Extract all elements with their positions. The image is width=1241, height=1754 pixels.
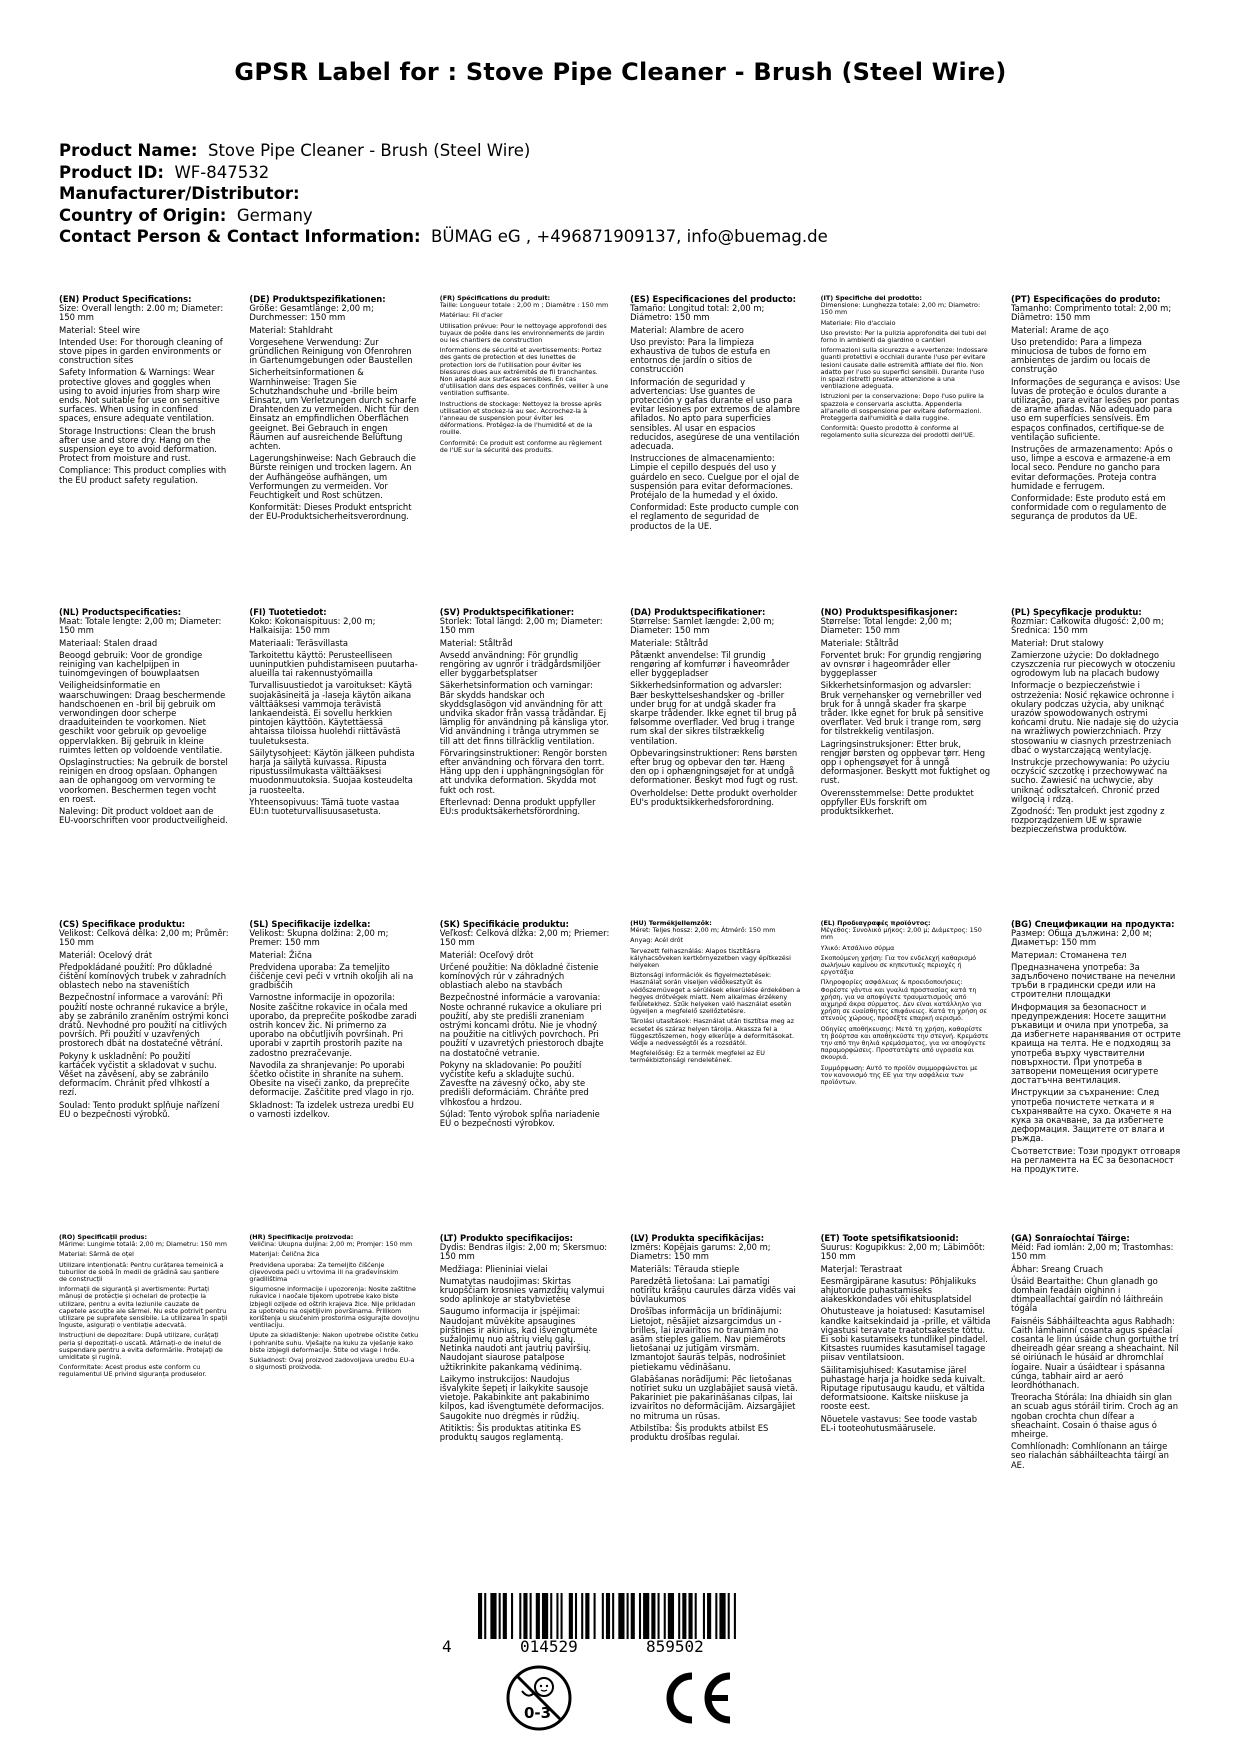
spec-paragraph: Medžiaga: Plieniniai vielai <box>439 1263 548 1274</box>
spec-paragraph: Drošības informācija un brīdinājumi: Lietojot, nēsājiet aizsargcimdus un -brilles, lai izvairītos no traumām no asām stieples galiem. Nav piemērots lietošanai uz jutīgām virsmām. Izmantojot šaurās telpās, nodrošiniet pietiekamu vēdināšanu. <box>630 1306 786 1372</box>
barcode-bar <box>612 1593 614 1639</box>
product-name-line <box>59 140 828 162</box>
spec-paragraph: Předpokládané použití: Pro důkladné čištění komínových trubek v zahradních oblastech nebo na staveništích <box>59 961 227 991</box>
spec-paragraph: Размер: Обща дължина: 2,00 м; Диаметър: 150 mm <box>1010 928 1152 948</box>
spec-block <box>59 295 229 545</box>
spec-paragraph: Informações de segurança e avisos: Use luvas de proteção e óculos durante a utilização, para evitar lesões por pontas de arame afiadas. Não adequado para uso em superfícies sensíveis. Em espaços confinados, certifique-se de ventilação suficiente. <box>1010 376 1181 442</box>
spec-paragraph: Predviđena uporaba: Za temeljito čišćenje cijevovoda peći u vrtovima ili na građevinskim gradilištima <box>249 1260 399 1284</box>
barcode-digits-right: 859502 <box>646 1637 704 1656</box>
spec-paragraph: Informacje o bezpieczeństwie i ostrzeżenia: Nosić rękawice ochronne i okulary podczas użycia, aby uniknąć urazów spowodowanych ostrymi końcami drutu. Nie nadaje się do użycia na wrażliwych powierzchniach. Przy stosowaniu w ciasnych przestrzeniach dbać o wystarczającą wentylację. <box>1010 680 1179 755</box>
spec-paragraph: Tárolási utasítások: Használat után tisztítsa meg az ecsetet és száraz helyen tárolja. Akassza fel a függesztőszemen, hogy elkerülje a deformitásokat. Védje a nedvességtől és a rozsdától. <box>630 1017 794 1048</box>
spec-paragraph: Utilisation prévue: Pour le nettoyage approfondi des tuyaux de poêle dans les environnements de jardin ou les chantiers de construction <box>439 321 607 345</box>
barcode-bar <box>503 1593 507 1639</box>
spec-paragraph: Eesmärgipärane kasutus: Põhjalikuks ahjutorude puhastamiseks aiakeskkondades või ehitusplatsidel <box>820 1275 977 1305</box>
spec-block <box>630 1234 800 1574</box>
spec-paragraph: Laikymo instrukcijos: Naudojus išvalykite šepetį ir laikykite sausoje vietoje. Pakabinkite ant pakabinimo kilpos, kad išvengtumėte deformacijos. Saugokite nuo drėgmės ir rūdžių. <box>439 1373 605 1421</box>
spec-heading: (NO) Produktspesifikasjoner: <box>820 608 958 617</box>
spec-paragraph: Utilizare intenționată: Pentru curățarea temeinică a tuburilor de sobă în medii de grădină sau șantiere de construcții <box>59 1260 224 1284</box>
spec-paragraph: Suurus: Kogupikkus: 2,00 m; Läbimõõt: 150 mm <box>820 1242 986 1262</box>
spec-paragraph: Uso previsto: Per la pulizia approfondita dei tubi del forno in ambienti da giardino o cantieri <box>820 328 987 345</box>
barcode-bars <box>478 1593 738 1639</box>
spec-paragraph: Conformidade: Este produto está em conformidade com o regulamento de segurança de produtos da UE. <box>1010 493 1167 522</box>
spec-paragraph: Instruções de armazenamento: Após o uso, limpe a escova e armazene-a em local seco. Pendure no gancho para evitar deformações. Proteja contra humidade e ferrugem. <box>1010 444 1173 491</box>
country-line <box>59 205 828 227</box>
product-id-line <box>59 162 828 184</box>
spec-paragraph: Materiał: Drut stalowy <box>1010 637 1104 648</box>
spec-paragraph: Navodila za shranjevanje: Po uporabi ščetko očistite in shranite na suhem. Obesite na viseči zanko, da preprečite deformacije. Zaščitite pred vlago in rjo. <box>249 1059 415 1098</box>
spec-paragraph: Material: Ståltråd <box>439 637 513 648</box>
barcode-bar <box>618 1593 624 1639</box>
spec-paragraph: Materiale: Filo d'acciaio <box>820 318 896 327</box>
barcode-bar <box>530 1593 532 1639</box>
manufacturer-label: Manufacturer/Distributor: <box>59 184 300 203</box>
spec-block <box>1011 295 1181 545</box>
spec-paragraph: Μέγεθος: Συνολικό μήκος: 2,00 μ; Διάμετρος: 150 mm <box>820 926 982 942</box>
spec-paragraph: Съответствие: Този продукт отговаря на регламента на ЕС за безопасност на продуктите. <box>1010 1145 1181 1175</box>
spec-paragraph: Säkerhetsinformation och varningar: Bär skydds handskar och skyddsglasögon vid användning för att undvika skador från vassa trådändar. Ej lämplig för användning på känsliga ytor. Vid användning i trånga utrymmen se till att det finns tillräcklig ventilation. <box>439 680 609 746</box>
spec-paragraph: Größe: Gesamtlänge: 2,00 m; Durchmesser: 150 mm <box>249 303 374 323</box>
barcode-bar <box>550 1593 552 1639</box>
barcode-bar <box>542 1593 548 1639</box>
spec-paragraph: Predvidena uporaba: Za temeljito čiščenje cevi peči v vrtnih okoljih ali na gradbiščih <box>249 961 414 991</box>
barcode-bar <box>643 1593 649 1639</box>
spec-block <box>249 920 419 1220</box>
spec-paragraph: Οδηγίες αποθήκευσης: Μετά τη χρήση, καθαρίστε τη βούρτσα και αποθηκεύστε την στεγνή. Κρεμάστε την από την θηλιά κρεμάσματος, για να αποφύγετε παραμορφώσεις. Προστατέψτε από υγρασία και σκουριά. <box>820 1024 989 1062</box>
spec-heading: (SL) Specifikacije izdelka: <box>249 920 371 929</box>
spec-heading: (SK) Špecifikácie produktu: <box>439 920 569 929</box>
spec-heading: (HR) Specifikacije proizvoda: <box>249 1234 354 1241</box>
spec-paragraph: Úsáid Beartaithe: Chun glanadh go domhain feadáin oighinn i dtimpeallachtaí gairdín nó láithreáin tógála <box>1010 1275 1164 1314</box>
spec-paragraph: Tervezett felhasználás: Alapos tisztításra kályhacsöveken kertkörnyezetben vagy építkezési helyeken <box>630 946 791 970</box>
spec-paragraph: Informazioni sulla sicurezza e avvertenze: Indossare guanti protettivi e occhiali durante l'uso per evitare lesioni causate dalle estremità affilate del filo. Non adatto per l'uso su superfici sensibili. Durante l'uso in spazi ristretti prestare attenzione a una ventilazione adeguata. <box>820 346 988 391</box>
spec-paragraph: Izmērs: Kopējais garums: 2,00 m; Diametrs: 150 mm <box>630 1242 771 1262</box>
spec-paragraph: Naleving: Dit product voldoet aan de EU-voorschriften voor productveiligheid. <box>59 806 228 826</box>
barcode-bar <box>695 1593 697 1639</box>
spec-heading: (RO) Specificații produs: <box>59 1234 148 1241</box>
spec-paragraph: Σκοπούμενη χρήση: Για τον ενδελεχή καθαρισμό σωλήνων καμίνου σε κηπευτικές περιοχές ή εργοτάξια <box>820 953 977 977</box>
spec-heading: (CS) Specifikace produktu: <box>59 920 186 929</box>
product-name-value: Stove Pipe Cleaner - Brush (Steel Wire) <box>207 141 531 160</box>
spec-paragraph: Beoogd gebruik: Voor de grondige reiniging van kachelpijpen in tuinomgevingen of bouwplaatsen <box>59 649 203 679</box>
spec-paragraph: Súlad: Tento výrobok spĺňa nariadenie EÚ o bezpečnosti výrobkov. <box>439 1108 600 1129</box>
barcode-bar <box>639 1593 641 1639</box>
barcode-bar <box>602 1593 604 1639</box>
spec-paragraph: Materiál: Ocelový drát <box>59 949 153 960</box>
barcode-bar <box>581 1593 583 1639</box>
barcode-bar <box>484 1593 486 1639</box>
spec-paragraph: Anyag: Acél drót <box>630 936 684 945</box>
spec-paragraph: Säilitamisjuhised: Kasutamise järel puhastage harja ja hoidke seda kuivalt. Riputage riputusaugu kaudu, et vältida deformatsioone. Kaitske niiskuse ja rooste eest. <box>820 1364 986 1412</box>
spec-heading: (LT) Produkto specifikacijos: <box>439 1234 573 1243</box>
spec-paragraph: Size: Overall length: 2.00 m; Diameter: 150 mm <box>59 303 224 323</box>
spec-heading: (DA) Produktspecifikationer: <box>630 608 766 617</box>
barcode-bar <box>499 1593 501 1639</box>
product-name-label: Product Name: <box>59 141 198 160</box>
spec-block <box>630 295 800 545</box>
spec-paragraph: Информация за безопасност и предупреждения: Носете защитни ръкавици и очила при употреба, за да избегнете наранявания от острите краища на телта. Не е подходящ за употреба върху чувствителни повърхности. При употреба в затворени помещения осигурете достатъчна вентилация. <box>1010 1001 1181 1086</box>
spec-paragraph: Størrelse: Total lengde: 2,00 m; Diameter: 150 mm <box>820 616 952 636</box>
barcode-bar <box>511 1593 513 1639</box>
svg-text:0-3: 0-3 <box>524 1704 552 1722</box>
spec-paragraph: Konformität: Dieses Produkt entspricht der EU-Produktsicherheitsverordnung. <box>249 502 412 522</box>
barcode-bar <box>715 1593 717 1639</box>
spec-paragraph: Méid: Fad iomlán: 2,00 m; Trastomhas: 150 mm <box>1010 1242 1174 1262</box>
spec-paragraph: Atitiktis: Šis produktas atitinka ES produktų saugos reglamentą. <box>439 1422 581 1443</box>
spec-heading: (SV) Produktspecifikationer: <box>439 608 575 617</box>
spec-heading: (DE) Produktspezifikationen: <box>249 295 386 304</box>
barcode-bar <box>569 1593 573 1639</box>
barcode-bar <box>664 1593 666 1639</box>
spec-block <box>821 1234 991 1574</box>
barcode-bar <box>631 1593 635 1639</box>
contact-label: Contact Person & Contact Information: <box>59 227 421 246</box>
spec-paragraph: Dydis: Bendras ilgis: 2,00 m; Skersmuo: 150 mm <box>439 1242 608 1262</box>
barcode-bar <box>519 1593 521 1639</box>
spec-paragraph: Paredzētā lietošana: Lai pamatīgi notīrītu krāšņu caurules dārza vidēs vai būvlaukumos <box>630 1275 796 1305</box>
spec-paragraph: Informații de siguranță și avertismente: Purtați mănuși de protecție și ochelari de protecție la utilizare, pentru a evita leziunile cauzate de capetele ascuțite ale sârmei. Nu este potrivit pentru utilizare pe suprafețe sensibile. La utilizarea în spații înguste, asigurați o ventilație adecvată. <box>59 1285 228 1330</box>
spec-heading: (LV) Produkta specifikācijas: <box>630 1234 765 1243</box>
spec-paragraph: Förvaringsinstruktioner: Rengör borsten efter användning och förvara den torrt. Häng upp den i upphängningsöglan för att undvika deformation. Skydda mot fukt och rost. <box>439 747 608 795</box>
spec-row-1 <box>59 295 1181 545</box>
spec-heading: (PL) Specyfikacje produktu: <box>1010 608 1142 617</box>
spec-paragraph: Numatytas naudojimas: Skirtas kruopščiam krosnies vamzdžių valymui sodo aplinkoje ar statybvietėse <box>439 1275 605 1305</box>
spec-heading: (IT) Specifiche del prodotto: <box>820 295 922 302</box>
spec-paragraph: Ábhar: Sreang Cruach <box>1010 1263 1104 1274</box>
spec-paragraph: Инструкции за съхранение: След употреба почистете четката и я съхранявайте на сухо. Окачете я на кука за окачване, за да избегнете деформация. Защитете от влага и ръжда. <box>1010 1087 1172 1144</box>
spec-paragraph: Zamierzone użycie: Do dokładnego czyszczenia rur piecowych w otoczeniu ogrodowym lub na placach budowy <box>1010 649 1176 679</box>
spec-paragraph: Compliance: This product complies with the EU product safety regulation. <box>59 465 227 485</box>
spec-paragraph: Material: Sârmă de oțel <box>59 1250 134 1259</box>
spec-paragraph: Conformité: Ce produit est conforme au règlement de l'UE sur la sécurité des produits. <box>439 438 602 454</box>
spec-paragraph: Mărime: Lungime totală: 2,00 m; Diametru: 150 mm <box>59 1240 227 1249</box>
spec-block <box>440 1234 610 1574</box>
barcode-bar <box>719 1593 725 1639</box>
spec-paragraph: Velikost: Skupna dolžina: 2,00 m; Premer: 150 mm <box>249 928 389 948</box>
spec-paragraph: Conformità: Questo prodotto è conforme al regolamento sulla sicurezza dei prodotti dell'UE. <box>820 424 975 440</box>
spec-paragraph: Lagringsinstruksjoner: Etter bruk, rengjør børsten og oppbevar tørr. Heng opp i ophengsøyet for å unngå deformasjoner. Beskytt mot fuktighet og rust. <box>820 738 991 786</box>
spec-paragraph: Comhlíonadh: Comhlíonann an táirge seo rialachán sábháilteachta táirgí an AE. <box>1010 1441 1169 1470</box>
spec-paragraph: Предназначена употреба: За задълбочено почистване на печелни тръби в градински среди или на строителни площадки <box>1010 961 1176 1000</box>
spec-paragraph: Varnostne informacije in opozorila: Nosite zaščitne rokavice in očala med uporabo, da preprečite poškodbe zaradi ostrih koncev žic. Ni primerno za uporabo na občutljivih površinah. Pri uporabi v zaprtih prostorih pazite na zadostno prezračevanje. <box>249 992 417 1058</box>
barcode-bar <box>703 1593 705 1639</box>
barcode-bar <box>606 1593 610 1639</box>
barcode-bar <box>561 1593 563 1639</box>
barcode-bar <box>594 1593 596 1639</box>
spec-heading: (GA) Sonraíochtaí Táirge: <box>1010 1234 1130 1243</box>
spec-block <box>440 920 610 1220</box>
contact-line <box>59 226 828 248</box>
spec-paragraph: Overensstemmelse: Dette produktet oppfyller EUs forskrift om produktsikkerhet. <box>820 787 974 817</box>
product-id-value: WF-847532 <box>174 162 270 182</box>
spec-paragraph: Storlek: Total längd: 2,00 m; Diameter: 150 mm <box>439 616 603 636</box>
spec-paragraph: Dimensione: Lunghezza totale: 2,00 m; Diametro: 150 mm <box>820 301 981 317</box>
spec-block <box>249 295 419 545</box>
spec-paragraph: Material: Stahldraht <box>249 324 333 335</box>
spec-block <box>630 920 800 1220</box>
spec-heading: (EN) Product Specifications: <box>59 295 192 304</box>
barcode-bar <box>728 1593 730 1639</box>
spec-paragraph: Υλικό: Ατσάλινο σύρμα <box>820 943 895 952</box>
product-id-label: Product ID: <box>59 162 164 182</box>
spec-paragraph: Instrucțiuni de depozitare: După utilizare, curățați peria și depozitați-o uscată. Atârnați-o de inelul de suspendare pentru a evita deformările. Protejați de umiditate și rugină. <box>59 1331 223 1362</box>
spec-paragraph: Maat: Totale lengte: 2,00 m; Diameter: 150 mm <box>59 616 222 636</box>
spec-heading: (ET) Toote spetsifikatsioonid: <box>820 1234 959 1243</box>
spec-paragraph: Sikkerhetsinformasjon og advarsler: Bruk vernehansker og vernebriller ved bruk for å unngå skader fra skarpe tråder. Ikke egnet for bruk på sensitive overflater. Ved bruk i trange rom, sørg for tilstrekkelig ventilasjon. <box>820 680 984 737</box>
spec-block <box>821 608 991 898</box>
spec-paragraph: Størrelse: Samlet længde: 2,00 m; Diameter: 150 mm <box>630 616 775 636</box>
spec-paragraph: Istruzioni per la conservazione: Dopo l'uso pulire la spazzola e conservarla asciutta. Appenderla all'anello di sospensione per evitare deformazioni. Proteggerla dall'umidità e dalla ruggine. <box>820 392 984 423</box>
spec-paragraph: Conformidad: Este producto cumple con el reglamento de seguridad de productos de la UE. <box>630 502 799 531</box>
spec-paragraph: Material: Žična <box>249 949 313 960</box>
spec-paragraph: Skladnost: Ta izdelek ustreza uredbi EU o varnosti izdelkov. <box>249 1099 414 1119</box>
spec-paragraph: Lagerungshinweise: Nach Gebrauch die Bürste reinigen und trocken lagern. An der Aufhängeöse aufhängen, um Verformungen zu vermeiden. Vor Feuchtigkeit und Rost schützen. <box>249 453 416 501</box>
spec-block <box>59 608 229 898</box>
spec-paragraph: Materiaali: Teräsvillasta <box>249 637 348 648</box>
spec-paragraph: Uso previsto: Para la limpieza exhaustiva de tubos de estufa en entornos de jardín o sitios de construcción <box>630 336 771 375</box>
spec-paragraph: Koko: Kokonaispituus: 2,00 m; Halkaisija: 150 mm <box>249 616 376 636</box>
spec-paragraph: Veličina: Ukupna duljina: 2,00 m; Promjer: 150 mm <box>249 1240 413 1249</box>
spec-paragraph: Materiaal: Stalen draad <box>59 637 158 648</box>
barcode-bar <box>523 1593 527 1639</box>
spec-row-4 <box>59 1234 1181 1574</box>
spec-paragraph: Información de seguridad y advertencias: Use guantes de protección y gafas durante el uso para evitar lesiones por extremos de alambre afilados. No apto para superficies sensibles. Al usar en espacios reducidos, asegúrese de una ventilación adecuada. <box>630 376 801 452</box>
spec-paragraph: Treoracha Stórála: Ina dhiaidh sin glan an scuab agus stóráil tirim. Croch ag an ngoban crochta chun dífear a sheachaint. Cosain ó thaise agus ó mheirge. <box>1010 1392 1179 1440</box>
spec-paragraph: Informations de sécurité et avertissements: Portez des gants de protection et des lunettes de protection lors de l'utilisation pour éviter les blessures dues aux extrémités de fil tranchantes. Non adapté aux surfaces sensibles. En cas d'utilisation dans des espaces confinés, veiller à une ventilation suffisante. <box>439 346 609 398</box>
manufacturer-line <box>59 183 828 205</box>
spec-paragraph: Sicherheitsinformationen & Warnhinweise: Tragen Sie Schutzhandschuhe und -brille beim Einsatz, um Verletzungen durch scharfe Drahtenden zu vermeiden. Nicht für den Einsatz an empfindlichen Oberflächen geeignet. Bei Gebrauch in engen Räumen auf ausreichende Belüftung achten. <box>249 367 420 452</box>
spec-paragraph: Material: Alambre de acero <box>630 324 744 335</box>
spec-paragraph: Materiál: Oceľový drôt <box>439 949 534 960</box>
spec-paragraph: Säilytysohjeet: Käytön jälkeen puhdista harja ja säilytä kuivassa. Ripusta ripustussilmukasta välttääksesi muodonmuutoksia. Suojaa kosteudelta ja ruosteelta. <box>249 747 415 795</box>
spec-paragraph: Pokyny k uskladnění: Po použití kartáček vyčistit a skladovat v suchu. Věšet na závěsení, aby se zabránilo deformacím. Chránit před vlhkostí a rezí. <box>59 1050 217 1098</box>
spec-row-2 <box>59 608 1181 898</box>
spec-paragraph: Påtænkt anvendelse: Til grundig rengøring af komfurrør i haveområder eller byggepladser <box>630 649 790 679</box>
spec-heading: (PT) Especificações do produto: <box>1010 295 1161 304</box>
spec-block <box>249 608 419 898</box>
spec-paragraph: Tarkoitettu käyttö: Perusteelliseen uuninputkien puhdistamiseen puutarha-alueilla tai rakennustyömailla <box>249 649 418 679</box>
spec-paragraph: Material: Arame de aço <box>1010 324 1109 335</box>
barcode-bar <box>575 1593 577 1639</box>
spec-block <box>821 920 991 1220</box>
spec-paragraph: Megfelelőség: Ez a termék megfelel az EU termékbiztonsági rendeletének. <box>630 1049 765 1065</box>
spec-paragraph: Materiale: Ståltråd <box>820 637 899 648</box>
spec-paragraph: Veiligheidsinformatie en waarschuwingen: Draag beschermende handschoenen en -bril bij gebruik om verwondingen door scherpe draaduiteinden te voorkomen. Niet geschikt voor gebruik op gevoelige oppervlakken. Bij gebruik in kleine ruimtes letten op voldoende ventilatie. <box>59 680 226 755</box>
spec-block <box>630 608 800 898</box>
barcode-bar <box>678 1593 680 1639</box>
spec-heading: (NL) Productspecificaties: <box>59 608 182 617</box>
spec-paragraph: Forventet bruk: For grundig rengjøring av ovnsrør i hageområder eller byggeplasser <box>820 649 982 679</box>
spec-paragraph: Ohutusteave ja hoiatused: Kasutamisel kandke kaitsekindaid ja -prille, et vältida vigastusi teravate traatotsakeste tõttu. Ei sobi kasutamiseks tundlikel pindadel. Kitsastes ruumides kasutamisel tagage piisav ventilatsioon. <box>820 1306 991 1363</box>
barcode-bar <box>668 1593 674 1639</box>
barcode-bar <box>536 1593 540 1639</box>
spec-paragraph: Tamaño: Longitud total: 2,00 m; Diámetro: 150 mm <box>630 303 765 323</box>
spec-heading: (ES) Especificaciones del producto: <box>630 295 797 304</box>
spec-heading: (BG) Спецификации на продукта: <box>1010 920 1175 929</box>
spec-paragraph: Upute za skladištenje: Nakon upotrebe očistite četku i pohranite suhu. Vješajte na kuku za vješanje kako biste izbjegli deformacije. Štite od vlage i hrđe. <box>249 1331 419 1354</box>
spec-block <box>59 1234 229 1574</box>
spec-paragraph: Určené použitie: Na dôkladné čistenie komínových rúr v záhradných oblastiach alebo na stavbách <box>439 961 599 991</box>
spec-heading: (EL) Προδιαγραφές προϊόντος: <box>820 920 931 927</box>
spec-paragraph: Sikkerhedsinformation og advarsler: Bær beskyttelseshandsker og -briller under brug for at undgå skader fra skarpe trådender. Ikke egnet til brug på følsomme overflader. Ved brug i trange rum skal der sikres tilstrækkelig ventilation. <box>630 680 797 746</box>
barcode-bar <box>627 1593 629 1639</box>
barcode <box>438 1593 738 1655</box>
spec-paragraph: Material: Steel wire <box>59 324 140 335</box>
barcode-bar <box>707 1593 711 1639</box>
contact-value: BÜMAG eG , +496871909137, info@buemag.de <box>431 227 828 246</box>
spec-paragraph: Conformitate: Acest produs este conform cu regulamentul UE privind siguranța produselor. <box>59 1363 207 1379</box>
spec-block <box>1011 608 1181 898</box>
spec-paragraph: Intended Use: For thorough cleaning of stove pipes in garden environments or construction sites <box>59 336 223 366</box>
spec-paragraph: Materiāls: Tērauda stieple <box>630 1263 740 1274</box>
spec-block <box>821 295 991 545</box>
spec-paragraph: Biztonsági információk és figyelmeztetések: Használat során viseljen védőkesztyűt és védőszemüveget a sérülések elkerülése érdekében a hegyes drótvégek miatt. Nem alkalmas érzékeny felületekhez. Szűk helyeken való használat esetén ügyeljen a megfelelő szellőztetésre. <box>630 971 801 1016</box>
barcode-bar <box>478 1593 482 1639</box>
barcode-bar <box>556 1593 558 1639</box>
barcode-bar <box>651 1593 655 1639</box>
not-for-children-0-3-icon <box>504 1663 574 1737</box>
spec-paragraph: Rozmiar: Całkowita długość: 2,00 m; Średnica: 150 mm <box>1010 616 1164 636</box>
barcode-digit-left: 4 <box>442 1637 452 1656</box>
spec-paragraph: Πληροφορίες ασφάλειας & προειδοποιήσεις: Φορέστε γάντια και γυαλιά προστασίας κατά τη χρήση, για να αποφύγετε τραυματισμούς από αιχμηρά άκρα σύρματος. Δεν είναι κατάλληλο για χρήση σε ευαίσθητες επιφάνειες. Κατά τη χρήση σε στενούς χώρους, προσέξτε επαρκή αερισμό. <box>820 978 987 1023</box>
spec-paragraph: Avsedd användning: För grundlig rengöring av ugnrör i trädgårdsmiljöer eller byggarbetsplatser <box>439 649 601 679</box>
spec-paragraph: Pokyny na skladovanie: Po použití vyčistite kefu a skladujte suchú. Zavesťte na závesný očko, aby ste predišli deformáciám. Chráňte pred vlhkosťou a hrdzou. <box>439 1059 589 1107</box>
spec-paragraph: Tamanho: Comprimento total: 2,00 m; Diâmetro: 150 mm <box>1010 303 1172 323</box>
spec-paragraph: Faisnéis Sábháilteachta agus Rabhadh: Caith lámhainní cosanta agus spéaclaí cosanta le linn úsáide chun gortuithe trí dheireadh géar sreang a sheachaint. Níl sé oiriúnach le húsáid ar dhromchlaí íogaire. Nuair a úsáidtear i spásanna cúnga, tabhair aird ar aeró leordhóthanach. <box>1010 1315 1179 1391</box>
spec-heading: (HU) Termékjellemzők: <box>630 920 712 927</box>
spec-paragraph: Materijal: Čelična žica <box>249 1250 320 1259</box>
spec-paragraph: Velikost: Celková délka: 2,00 m; Průměr: 150 mm <box>59 928 229 948</box>
page-title: GPSR Label for : Stove Pipe Cleaner - Brush (Steel Wire) <box>234 58 1007 86</box>
spec-paragraph: Atbilstība: Šis produkts atbilst ES produktu drošības regulai. <box>630 1422 769 1443</box>
barcode-bar <box>658 1593 660 1639</box>
spec-paragraph: Taille: Longueur totale : 2,00 m ; Diamètre : 150 mm <box>439 301 609 310</box>
barcode-bar <box>688 1593 692 1639</box>
spec-block <box>1011 1234 1181 1574</box>
spec-paragraph: Saugumo informacija ir įspėjimai: Naudojant mūvėkite apsaugines pirštines ir akinius, kad išvengtumėte sužalojimų nuo aštrių vielų galų. Netinka naudoti ant jautrių paviršių. Naudojant siaurose patalpose užtikrinkite pakankamą vėdinimą. <box>439 1306 598 1372</box>
spec-paragraph: Instrucciones de almacenamiento: Limpie el cepillo después del uso y guárdelo en seco. Cuelgue por el ojal de suspensión para evitar deformaciones. Protéjalo de la humedad y el óxido. <box>630 453 800 501</box>
spec-heading: (FR) Spécifications du produit: <box>439 295 551 302</box>
spec-block <box>440 295 610 545</box>
spec-paragraph: Opbevaringsinstruktioner: Rens børsten efter brug og opbevar den tør. Hæng den op i ophængningsøjet for at undgå deformationer. Beskyt mod fugt og rust. <box>630 747 799 786</box>
barcode-bar <box>585 1593 589 1639</box>
spec-paragraph: Uso pretendido: Para a limpeza minuciosa de tubos de forno em ambientes de jardim ou locais de construção <box>1010 336 1151 375</box>
spec-paragraph: Bezpečnostné informácie a varovania: Noste ochranné rukavice a okuliare pri použití, aby ste predišli zraneniam ostrými koncami drôtu. Nie je vhodný na použitie na citlivých povrchoch. Pri použití v uzavretých priestoroch dbajte na dostatočné vetranie. <box>439 992 604 1058</box>
spec-paragraph: Nõuetele vastavus: See toode vastab EL-i tooteohutusmäärusele. <box>820 1413 978 1433</box>
spec-block <box>249 1234 419 1574</box>
spec-block <box>440 608 610 898</box>
barcode-bar <box>490 1593 496 1639</box>
spec-row-3 <box>59 920 1181 1220</box>
spec-paragraph: Instructions de stockage: Nettoyez la brosse après utilisation et stockez-la au sec. Accrochez-la à l'anneau de suspension pour éviter les déformations. Protégez-la de l'humidité et de la rouille. <box>439 399 602 437</box>
spec-paragraph: Storage Instructions: Clean the brush after use and store dry. Hang on the suspension eye to avoid deformation. Protect from moisture and rust. <box>59 425 217 464</box>
spec-paragraph: Efterlevnad: Denna produkt uppfyller EU:s produktsäkerhetsförordning. <box>439 796 596 817</box>
spec-paragraph: Vorgesehene Verwendung: Zur gründlichen Reinigung von Ofenrohren in Gartenumgebungen oder Baustellen <box>249 336 413 366</box>
spec-paragraph: Instrukcje przechowywania: Po użyciu oczyścić szczotkę i przechowywać na sucho. Zawiesić na uchwycie, aby uniknąć odkształceń. Chronić przed wilgocią i rdzą. <box>1010 757 1170 804</box>
spec-paragraph: Materjal: Terastraat <box>820 1263 903 1274</box>
barcode-bar <box>682 1593 686 1639</box>
spec-paragraph: Bezpečnostní informace a varování: Při použití noste ochranné rukavice a brýle, aby se zabránilo zraněním ostrými konci drátů. Nevhodné pro použití na citlivých površích. Při použití v uzavřených prostorech dbát na dostatečné větrání. <box>59 992 229 1049</box>
spec-paragraph: Glabāšanas norādījumi: Pēc lietošanas notīriet suku un uzglabājiet sausā vietā. Pakariniet pie pakarināšanas cilpas, lai izvairītos no deformācijām. Aizsargājiet no mitruma un rūsas. <box>630 1373 798 1421</box>
spec-paragraph: Sukladnost: Ovaj proizvod zadovoljava uredbu EU-a o sigurnosti proizvoda. <box>249 1356 415 1372</box>
country-value: Germany <box>236 205 313 225</box>
spec-block <box>59 920 229 1220</box>
spec-block <box>1011 920 1181 1220</box>
product-info <box>59 140 828 248</box>
spec-paragraph: Материал: Стоманена тел <box>1010 949 1127 960</box>
spec-paragraph: Opslaginstructies: Na gebruik de borstel reinigen en droog opslaan. Ophangen aan de ophangoog om vervorming te voorkomen. Beschermen tegen vocht en roest. <box>59 757 228 804</box>
spec-paragraph: Méret: Teljes hossz: 2,00 m; Átmérő: 150 mm <box>630 926 776 935</box>
spec-heading: (FI) Tuotetiedot: <box>249 608 327 617</box>
spec-paragraph: Soulad: Tento produkt splňuje nařízení EU o bezpečnosti výrobků. <box>59 1099 220 1119</box>
country-label: Country of Origin: <box>59 205 227 225</box>
barcode-digits-middle: 014529 <box>520 1637 578 1656</box>
spec-paragraph: Safety Information & Warnings: Wear protective gloves and goggles when using to avoid injuries from sharp wire ends. Not suitable for use on sensitive surfaces. When using in confined spaces, ensure adequate ventilation. <box>59 367 221 424</box>
spec-paragraph: Yhteensopivuus: Tämä tuote vastaa EU:n tuoteturvallisuusasetusta. <box>249 796 400 817</box>
barcode-bar <box>734 1593 736 1639</box>
spec-paragraph: Veľkosť: Celková dĺžka: 2,00 m; Priemer: 150 mm <box>439 928 610 948</box>
spec-paragraph: Συμμόρφωση: Αυτό το προϊόν συμμορφώνεται με τον κανονισμό της ΕΕ για την ασφάλεια των προϊόντων. <box>820 1063 978 1087</box>
spec-paragraph: Sigurnosne informacije i upozorenja: Nosite zaštitne rukavice i naočale tijekom upotrebe kako biste izbjegli ozljede od oštrih krajeva žice. Nije prikladan za upotrebu na osjetljivim površinama. Prilikom korištenja u skučenim prostorima osigurajte dovoljnu ventilaciju. <box>249 1285 420 1330</box>
spec-paragraph: Zgodność: Ten produkt jest zgodny z rozporządzeniem UE w sprawie bezpieczeństwa produktów. <box>1010 806 1165 835</box>
spec-paragraph: Matériau: Fil d'acier <box>439 311 503 320</box>
spec-paragraph: Turvallisuustiedot ja varoitukset: Käytä suojakäsineitä ja -laseja käytön aikana välttääksesi vammoja terävistä lankaendeistä. Ei sovellu herkkien pintojen käyttöön. Käytettäessä ahtaissa tiloissa huolehdi riittävästä tuuletuksesta. <box>249 680 413 746</box>
spec-paragraph: Materiale: Ståltråd <box>630 637 709 648</box>
ce-mark-icon <box>660 1668 736 1732</box>
spec-paragraph: Overholdelse: Dette produkt overholder EU's produktsikkerhedsforordning. <box>630 787 798 807</box>
